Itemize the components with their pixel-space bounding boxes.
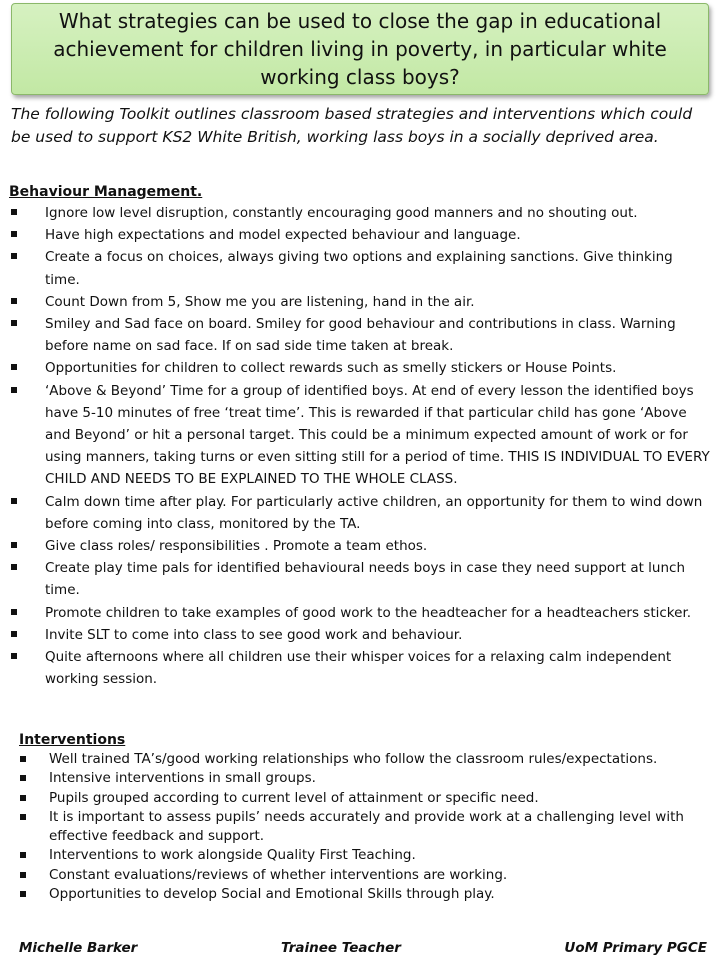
list-item: Ignore low level disruption, constantly encouraging good manners and no shouting out. (9, 202, 711, 224)
list-item: Create a focus on choices, always giving two options and explaining sanctions. Give thinking time. (9, 246, 711, 290)
square-bullet-icon (11, 320, 17, 326)
list-item: Promote children to take examples of good work to the headteacher for a headteachers sticker. (9, 602, 711, 624)
list-item: Give class roles/ responsibilities . Promote a team ethos. (9, 535, 711, 557)
intro-paragraph: The following Toolkit outlines classroom based strategies and interventions which could be used to support KS2 White British, working lass boys in a socially deprived area. (11, 105, 693, 146)
behaviour-list (9, 202, 711, 690)
title-banner (11, 3, 709, 95)
square-bullet-icon (11, 542, 17, 548)
list-item: Count Down from 5, Show me you are listening, hand in the air. (9, 291, 711, 313)
square-bullet-icon (20, 775, 26, 781)
list-item: It is important to assess pupils’ needs accurately and provide work at a challenging level with effective feedback and support. (19, 808, 711, 847)
square-bullet-icon (20, 756, 26, 762)
list-item: Well trained TA’s/good working relationships who follow the classroom rules/expectations. (19, 750, 711, 769)
list-item: Smiley and Sad face on board. Smiley for good behaviour and contributions in class. Warning before name on sad face. If on sad side time taken at break. (9, 313, 711, 357)
list-item: Invite SLT to come into class to see good work and behaviour. (9, 624, 711, 646)
square-bullet-icon (11, 364, 17, 370)
square-bullet-icon (11, 653, 17, 659)
list-item: Create play time pals for identified behavioural needs boys in case they need support at lunch time. (9, 557, 711, 601)
square-bullet-icon (11, 298, 17, 304)
list-item: Quite afternoons where all children use their whisper voices for a relaxing calm independent working session. (9, 646, 711, 690)
square-bullet-icon (20, 795, 26, 801)
interventions-section (19, 730, 711, 904)
square-bullet-icon (11, 231, 17, 237)
list-item: Constant evaluations/reviews of whether interventions are working. (19, 866, 711, 885)
page-title: What strategies can be used to close the gap in educational achievement for children living in poverty, in particular white working class boys? (53, 9, 667, 89)
list-item: Calm down time after play. For particularly active children, an opportunity for them to wind down before coming into class, monitored by the TA. (9, 491, 711, 535)
behaviour-management-section (9, 182, 711, 690)
square-bullet-icon (20, 814, 26, 820)
square-bullet-icon (11, 253, 17, 259)
square-bullet-icon (20, 872, 26, 878)
square-bullet-icon (11, 564, 17, 570)
square-bullet-icon (11, 498, 17, 504)
list-item: Pupils grouped according to current level of attainment or specific need. (19, 789, 711, 808)
list-item: Opportunities to develop Social and Emotional Skills through play. (19, 885, 711, 904)
author-role: Trainee Teacher (281, 940, 401, 956)
list-item: Interventions to work alongside Quality First Teaching. (19, 846, 711, 865)
author-name: Michelle Barker (19, 940, 138, 956)
section-heading-behaviour: Behaviour Management. (9, 184, 203, 200)
list-item: Have high expectations and model expected behaviour and language. (9, 224, 711, 246)
square-bullet-icon (11, 387, 17, 393)
section-heading-interventions: Interventions (19, 732, 126, 748)
square-bullet-icon (11, 209, 17, 215)
square-bullet-icon (11, 609, 17, 615)
list-item: Intensive interventions in small groups. (19, 769, 711, 788)
square-bullet-icon (11, 631, 17, 637)
course-name: UoM Primary PGCE (564, 940, 707, 956)
square-bullet-icon (20, 891, 26, 897)
interventions-list (19, 750, 711, 904)
list-item: Opportunities for children to collect rewards such as smelly stickers or House Points. (9, 357, 711, 379)
list-item: ‘Above & Beyond’ Time for a group of identified boys. At end of every lesson the identified boys have 5-10 minutes of free ‘treat time’. This is rewarded if that particular child has gone ‘Above and Beyond’ or hit a personal target. This could be a minimum expected amount of work or for using manners, taking turns or even sitting still for a period of time. THIS IS INDIVIDUAL TO EVERY CHILD AND NEEDS TO BE EXPLAINED TO THE WHOLE CLASS. (9, 380, 711, 491)
square-bullet-icon (20, 852, 26, 858)
